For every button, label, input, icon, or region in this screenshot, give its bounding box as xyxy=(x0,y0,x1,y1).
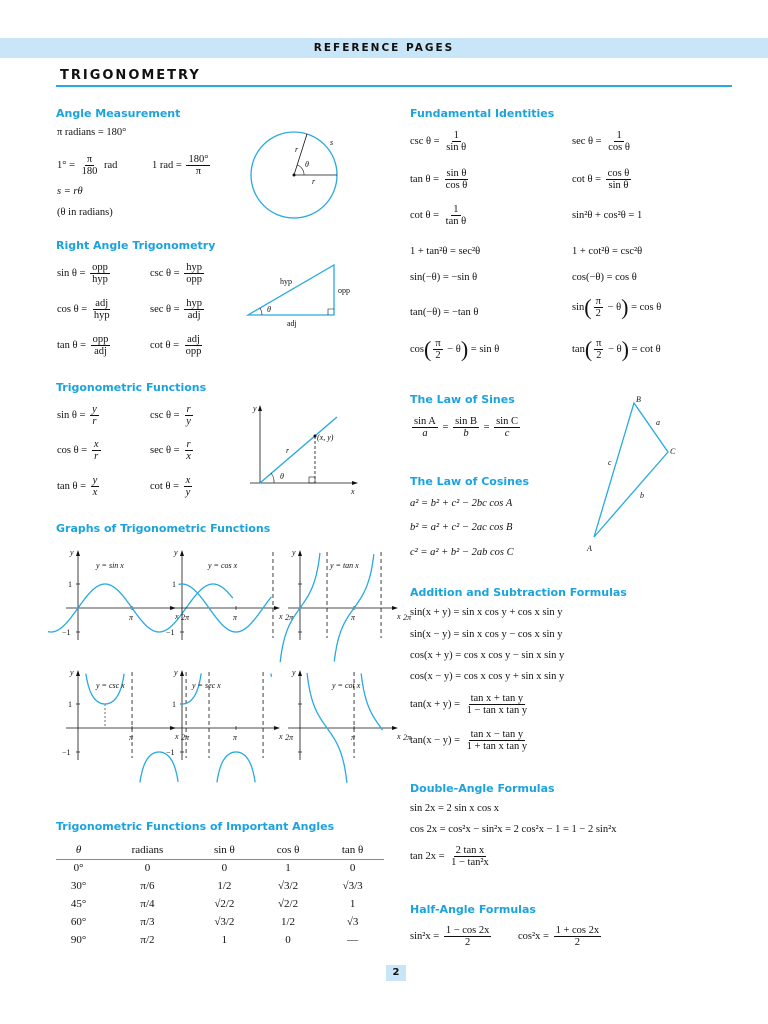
graph-cot-x-arrow xyxy=(392,726,398,730)
graph-sec-y-label: y xyxy=(174,668,178,677)
graph-cot-x-label: x xyxy=(397,732,401,741)
ra-cos: cos θ = adj hyp xyxy=(57,298,110,321)
graph-cos-neg-one-label: −1 xyxy=(166,628,175,637)
fi-cofunction-tan: tan( $\frac{\pi}{2}$ − θ) = cot θ xyxy=(572,336,661,362)
graph-sec-x-arrow xyxy=(274,726,280,730)
heading-law-cosines: The Law of Cosines xyxy=(410,475,530,488)
graph-sec-neg-one-label: −1 xyxy=(166,748,175,757)
graph-sin-pi-label: π xyxy=(129,613,134,622)
table-cell: — xyxy=(347,934,359,946)
add-sin-minus: sin(x − y) = sin x cos y − cos x sin y xyxy=(410,629,563,640)
title-rule xyxy=(56,85,732,87)
graph-csc-two-pi-label: 2π xyxy=(181,733,190,742)
fi-tan: tan θ = $\frac{\text{sin θ}}{\text{cos θ}}$ xyxy=(410,168,468,191)
angle-pi-radians: π radians = 180° xyxy=(57,127,127,138)
table-row xyxy=(56,895,384,913)
table-header-row xyxy=(56,841,384,859)
graph-csc-y-arrow xyxy=(76,670,80,676)
graph-csc-one-label: 1 xyxy=(68,700,72,709)
graph-csc-pi-label: π xyxy=(129,733,134,742)
header-label: REFERENCE PAGES xyxy=(313,42,455,54)
graph-sec-pi-label: π xyxy=(233,733,238,742)
tf-csc: csc θ = $\frac{r}{y}$ xyxy=(150,404,191,427)
graph-tan-y-label: y xyxy=(292,548,296,557)
tf-tan: tan θ = $\frac{y}{x}$ xyxy=(57,475,98,498)
fi-neg-cos: cos(−θ) = cos θ xyxy=(572,272,637,283)
heading-half-angle: Half-Angle Formulas xyxy=(410,903,536,916)
graph-csc-neg-one-label: −1 xyxy=(62,748,71,757)
col-cos: cos θ xyxy=(255,841,321,859)
tf-sec: sec θ = $\frac{r}{x}$ xyxy=(150,439,191,462)
tf-sin: sin θ = $\frac{y}{r}$ xyxy=(57,404,97,427)
ra-sin: sin θ = opp hyp xyxy=(57,262,108,285)
add-sin-plus: sin(x + y) = sin x cos y + cos x sin y xyxy=(410,607,563,618)
graph-tan-pi-label: π xyxy=(351,613,356,622)
arc-length-formula: s = rθ xyxy=(57,186,83,197)
graph-sec-equation: y = sec x xyxy=(192,681,221,690)
graph-sin-neg-one-label: −1 xyxy=(62,628,71,637)
table-cell: 30° xyxy=(70,880,87,892)
graph-sec-y-arrow xyxy=(180,670,184,676)
graph-sin-equation: y = sin x xyxy=(96,561,124,570)
graph-sec-x-label: x xyxy=(279,732,283,741)
add-tan-minus: tan(x − y) = $\frac{\text{tan x − tan y}}{\text{1 + tan x tan y}}$ xyxy=(410,729,528,752)
table-cell: 0 xyxy=(349,862,356,875)
graph-cos-one-label: 1 xyxy=(172,580,176,589)
table-cell: 90° xyxy=(70,934,87,946)
graph-tan-x-arrow xyxy=(392,606,398,610)
table-cell: √3 xyxy=(346,916,359,928)
table-row xyxy=(56,931,384,949)
heading-law-sines: The Law of Sines xyxy=(410,393,515,406)
fi-pythagorean-2: 1 + tan²θ = sec²θ xyxy=(410,246,481,257)
table-cell: π/3 xyxy=(140,916,155,928)
table-cell: √2/2 xyxy=(214,898,235,910)
ra-cot: cot θ = adj opp xyxy=(150,334,202,357)
graph-cos-x-label: x xyxy=(279,612,283,621)
point-label: (x, y) xyxy=(317,433,334,442)
table-cell: 1/2 xyxy=(217,880,232,892)
table-cell: 1 xyxy=(221,934,228,946)
unit-point-diagram xyxy=(250,403,365,498)
ra-tan: tan θ = opp adj xyxy=(57,334,109,357)
graph-sin-y-label: y xyxy=(70,548,74,557)
col-tan: tan θ xyxy=(321,841,384,859)
page-title: TRIGONOMETRY xyxy=(60,68,201,83)
table-cell: √3/2 xyxy=(277,880,299,892)
col-theta: θ xyxy=(56,841,101,859)
law-sines-formula: $\frac{\text{sin A}}{a}$ = $\frac{\text{sin B}}{b}$ = $\frac{\text{sin C}}{c}$ xyxy=(414,416,519,439)
graph-cos-y-label: y xyxy=(174,548,178,557)
radians-note: (θ in radians) xyxy=(57,207,113,218)
graph-cot-pi-label: π xyxy=(351,733,356,742)
graph-cos-equation: y = cos x xyxy=(208,561,238,570)
circle-label-theta: θ xyxy=(305,160,309,169)
add-cos-plus: cos(x + y) = cos x cos y − sin x sin y xyxy=(410,650,565,661)
ra-sec: sec θ = hyp adj xyxy=(150,298,202,321)
fi-pythagorean-1: sin²θ + cos²θ = 1 xyxy=(572,210,643,221)
heading-angle-measurement: Angle Measurement xyxy=(56,107,181,120)
header-band xyxy=(0,38,768,58)
graph-csc-x-label: x xyxy=(175,732,179,741)
vertex-C: C xyxy=(670,447,676,456)
vertex-B: B xyxy=(636,395,641,404)
col-radians: radians xyxy=(101,841,194,859)
side-a: a xyxy=(656,418,660,427)
table-cell: π/4 xyxy=(140,898,155,910)
circle-label-s: s xyxy=(330,138,334,147)
add-tan-plus: tan(x + y) = $\frac{\text{tan x + tan y}}{\text{1 − tan x tan y}}$ xyxy=(410,693,528,716)
side-b: b xyxy=(640,491,644,500)
table-cell: 45° xyxy=(70,898,87,910)
heading-addition: Addition and Subtraction Formulas xyxy=(410,586,627,599)
heading-right-angle: Right Angle Trigonometry xyxy=(56,239,216,252)
add-cos-minus: cos(x − y) = cos x cos y + sin x sin y xyxy=(410,671,565,682)
heading-trig-functions: Trigonometric Functions xyxy=(56,381,207,394)
heading-double-angle: Double-Angle Formulas xyxy=(410,782,555,795)
graph-cos-pi-label: π xyxy=(233,613,238,622)
tf-cos: cos θ = $\frac{x}{r}$ xyxy=(57,439,99,462)
fi-sec: sec θ = $\frac{1}{\text{cos θ}}$ xyxy=(572,130,630,153)
graph-cot-two-pi-label: 2π xyxy=(403,733,412,742)
graph-sin-two-pi-label: 2π xyxy=(181,613,190,622)
law-cosines-b: b² = a² + c² − 2ac cos B xyxy=(410,522,513,533)
segment-label-r: r xyxy=(286,446,290,455)
table-cell: π/6 xyxy=(140,880,155,892)
axis-label-x: x xyxy=(351,487,355,496)
heading-graphs: Graphs of Trigonometric Functions xyxy=(56,522,271,535)
fi-neg-tan: tan(−θ) = −tan θ xyxy=(410,307,479,318)
table-cell: 60° xyxy=(70,916,87,928)
graph-tan-y-arrow xyxy=(298,550,302,556)
graph-cot-equation: y = cot x xyxy=(332,681,361,690)
table-cell: √2/2 xyxy=(277,898,299,910)
double-tan: tan 2x = $\frac{\text{2 tan x}}{\text{1 − tan²x}}$ xyxy=(410,845,489,868)
triangle-label-opp: opp xyxy=(338,286,350,295)
graph-csc-y-label: y xyxy=(70,668,74,677)
graph-cos-y-arrow xyxy=(180,550,184,556)
table-cell: √3/3 xyxy=(342,880,363,892)
graph-sin-y-arrow xyxy=(76,550,80,556)
graph-sin-one-label: 1 xyxy=(68,580,72,589)
fi-cofunction-sin: sin( $\frac{\pi}{2}$ − θ) = cos θ xyxy=(572,294,662,320)
triangle-label-hyp: hyp xyxy=(280,277,292,286)
table-row xyxy=(56,859,384,877)
table-cell: π/2 xyxy=(140,934,155,946)
half-cos: cos²x = $\frac{1 + \cos 2x}{2}$ xyxy=(518,925,600,948)
angle-degree-to-rad: 1° = $\frac{\pi}{180}$ rad xyxy=(57,154,118,177)
table-cell: √3/2 xyxy=(214,916,235,928)
angle-label-theta: θ xyxy=(280,472,284,481)
graph-sec-two-pi-label: 2π xyxy=(285,733,294,742)
fi-csc: csc θ = $\frac{1}{\text{sin θ}}$ xyxy=(410,130,467,153)
angle-rad-to-degree: 1 rad = $\frac{180^\circ}{\pi}$ xyxy=(152,154,209,177)
table-cell: 0 xyxy=(144,862,151,875)
circle-label-r2: r xyxy=(312,177,316,186)
graph-cot-y-arrow xyxy=(298,670,302,676)
fi-cot-recip: cot θ = $\frac{1}{\text{tan θ}}$ xyxy=(410,204,467,227)
axis-label-y: y xyxy=(253,404,257,413)
ra-csc: csc θ = hyp opp xyxy=(150,262,202,285)
table-cell: 1/2 xyxy=(281,916,296,928)
law-cosines-c: c² = a² + b² − 2ab cos C xyxy=(410,547,514,558)
side-c: c xyxy=(608,458,612,467)
double-cos: cos 2x = cos²x − sin²x = 2 cos²x − 1 = 1 − 2 sin²x xyxy=(410,824,617,835)
trig-graphs xyxy=(50,540,412,790)
right-triangle-diagram xyxy=(245,262,365,332)
table-cell: 0 xyxy=(221,862,228,875)
graph-tan-x-label: x xyxy=(397,612,401,621)
graph-cot-y-label: y xyxy=(292,668,296,677)
graph-csc-equation: y = csc x xyxy=(96,681,125,690)
table-row xyxy=(56,877,384,895)
graph-cos-two-pi-label: 2π xyxy=(285,613,294,622)
oblique-triangle-diagram xyxy=(580,390,690,560)
circle-diagram xyxy=(250,128,365,223)
table-cell: 1 xyxy=(349,898,356,910)
vertex-A: A xyxy=(587,544,592,553)
law-cosines-a: a² = b² + c² − 2bc cos A xyxy=(410,498,513,509)
table-cell: 0 xyxy=(285,934,291,946)
double-sin: sin 2x = 2 sin x cos x xyxy=(410,803,500,814)
heading-fundamental: Fundamental Identities xyxy=(410,107,555,120)
table-cell: 0° xyxy=(73,862,84,875)
table-cell: 1 xyxy=(285,862,291,875)
triangle-label-adj: adj xyxy=(287,319,297,328)
graph-cos-x-arrow xyxy=(274,606,280,610)
graph-tan-equation: y = tan x xyxy=(330,561,359,570)
table-row xyxy=(56,913,384,931)
circle-label-r1: r xyxy=(295,145,299,154)
fi-pythagorean-3: 1 + cot²θ = csc²θ xyxy=(572,246,643,257)
fi-neg-sin: sin(−θ) = −sin θ xyxy=(410,272,478,283)
fi-cot: cot θ = $\frac{\text{cos θ}}{\text{sin θ}}$ xyxy=(572,168,630,191)
graph-sec-one-label: 1 xyxy=(172,700,176,709)
tf-cot: cot θ = $\frac{x}{y}$ xyxy=(150,475,191,498)
half-sin: sin²x = $\frac{1 - \cos 2x}{2}$ xyxy=(410,925,490,948)
important-angles-table xyxy=(56,841,384,949)
fi-cofunction-cos: cos( $\frac{\pi}{2}$ − θ) = sin θ xyxy=(410,336,500,362)
graph-sin-x-label: x xyxy=(175,612,179,621)
graph-tan-two-pi-label: 2π xyxy=(403,613,412,622)
heading-important-angles: Trigonometric Functions of Important Angles xyxy=(56,820,335,833)
triangle-label-theta: θ xyxy=(267,305,271,314)
page-number: 2 xyxy=(386,965,406,981)
col-sin: sin θ xyxy=(194,841,255,859)
